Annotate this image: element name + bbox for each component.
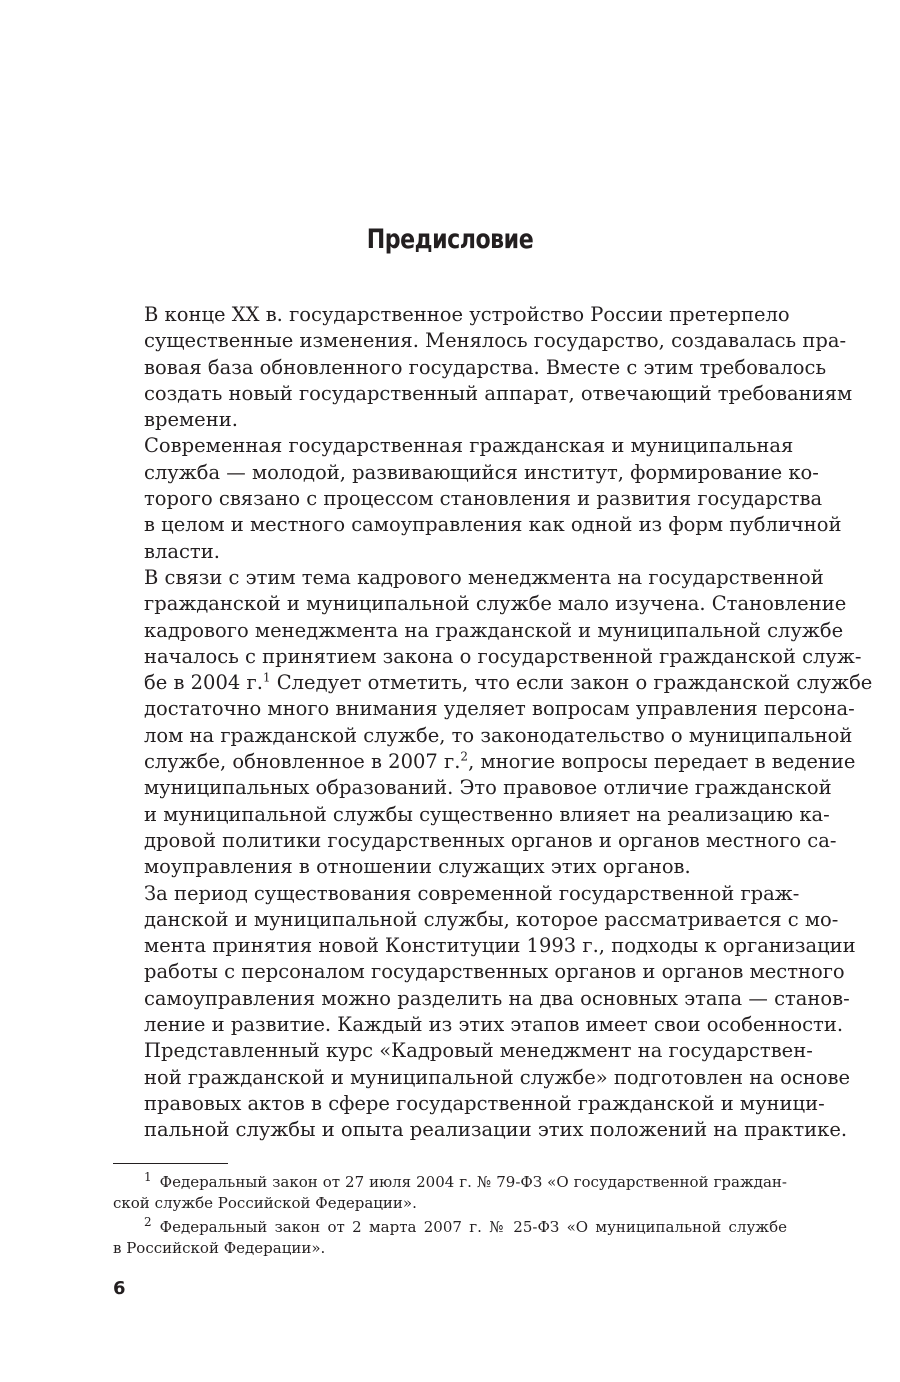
footnote-line [113, 1217, 787, 1238]
footnote-1 [113, 1172, 787, 1214]
text-line: достаточно много внимания уделяет вопросам управления персона- [144, 697, 855, 721]
text-line: ной гражданской и муниципальной службе» подготовлен на основе [144, 1065, 850, 1089]
footnote-line: ской службе Российской Федерации». [113, 1194, 417, 1212]
page-number: 6 [113, 1278, 126, 1299]
body-text [113, 302, 873, 1144]
footnote-ref-2[interactable]: 2 [460, 749, 469, 764]
text-line: кадрового менеджмента на гражданской и муниципальной службе [144, 618, 844, 642]
footnote-line [113, 1172, 787, 1193]
text-line: В связи с этим тема кадрового менеджмента на государственной [144, 565, 824, 589]
paragraph-2 [113, 433, 842, 564]
text-fragment: бе в 2004 г. [144, 671, 263, 695]
text-line: власти. [144, 539, 220, 563]
text-line-with-footnote-1 [113, 670, 873, 696]
footnote-2 [113, 1217, 787, 1259]
text-line: в целом и местного самоуправления как одной из форм публичной [144, 513, 842, 537]
text-fragment: , многие вопросы передает в ведение [468, 750, 856, 774]
footnote-text: Федеральный закон от 27 июля 2004 г. № 79-ФЗ «О государственной граждан- [159, 1173, 787, 1191]
text-line: моуправления в отношении служащих этих органов. [144, 855, 691, 879]
text-line: пальной службы и опыта реализации этих положений на практике. [144, 1118, 848, 1142]
text-line: Современная государственная гражданская и муниципальная [144, 434, 794, 458]
footnote-number: 2 [144, 1215, 152, 1229]
footnote-text: Федеральный закон от 2 марта 2007 г. № 25-ФЗ «О муниципальной службе [159, 1218, 787, 1236]
footnote-divider [113, 1163, 228, 1164]
page-title: Предисловие [366, 224, 534, 255]
paragraph-3 [113, 565, 873, 881]
text-line: Представленный курс «Кадровый менеджмент на государствен- [144, 1039, 813, 1063]
paragraph-1 [113, 302, 853, 433]
text-line: создать новый государственный аппарат, отвечающий требованиям [144, 381, 853, 405]
text-line: мента принятия новой Конституции 1993 г., подходы к организации [144, 934, 856, 958]
footnote-line: в Российской Федерации». [113, 1239, 326, 1257]
footnotes [113, 1172, 787, 1262]
text-line: торого связано с процессом становления и развития государства [144, 487, 823, 511]
text-fragment: Следует отметить, что если закон о гражданской службе [270, 671, 873, 695]
footnote-ref-1[interactable]: 1 [262, 670, 271, 685]
text-line: правовых актов в сфере государственной гражданской и муници- [144, 1091, 825, 1115]
text-line: служба — молодой, развивающийся институт, формирование ко- [144, 460, 819, 484]
text-line: ление и развитие. Каждый из этих этапов имеет свои особенности. [144, 1013, 844, 1037]
text-line: работы с персоналом государственных органов и органов местного [144, 960, 845, 984]
text-line: лом на гражданской службе, то законодательство о муниципальной [144, 723, 853, 747]
text-line: существенные изменения. Менялось государство, создавалась пра- [144, 329, 847, 353]
text-line: началось с принятием закона о государственной гражданской служ- [144, 644, 862, 668]
text-line: данской и муниципальной службы, которое рассматривается с мо- [144, 907, 839, 931]
text-line: дровой политики государственных органов и органов местного са- [144, 828, 837, 852]
text-line: муниципальных образований. Это правовое отличие гражданской [144, 776, 832, 800]
text-fragment: службе, обновленное в 2007 г. [144, 750, 461, 774]
text-line: и муниципальной службы существенно влияет на реализацию ка- [144, 802, 830, 826]
text-line: самоуправления можно разделить на два основных этапа — станов- [144, 986, 850, 1010]
text-line: За период существования современной государственной граж- [144, 881, 800, 905]
paragraph-4 [113, 881, 856, 1039]
text-line: вовая база обновленного государства. Вместе с этим требовалось [144, 355, 827, 379]
footnote-number: 1 [144, 1170, 152, 1184]
text-line: времени. [144, 408, 238, 432]
text-line: гражданской и муниципальной службе мало изучена. Становление [144, 592, 847, 616]
paragraph-5 [113, 1038, 850, 1143]
text-line: В конце XX в. государственное устройство России претерпело [144, 303, 790, 326]
text-line-with-footnote-2 [113, 749, 856, 775]
